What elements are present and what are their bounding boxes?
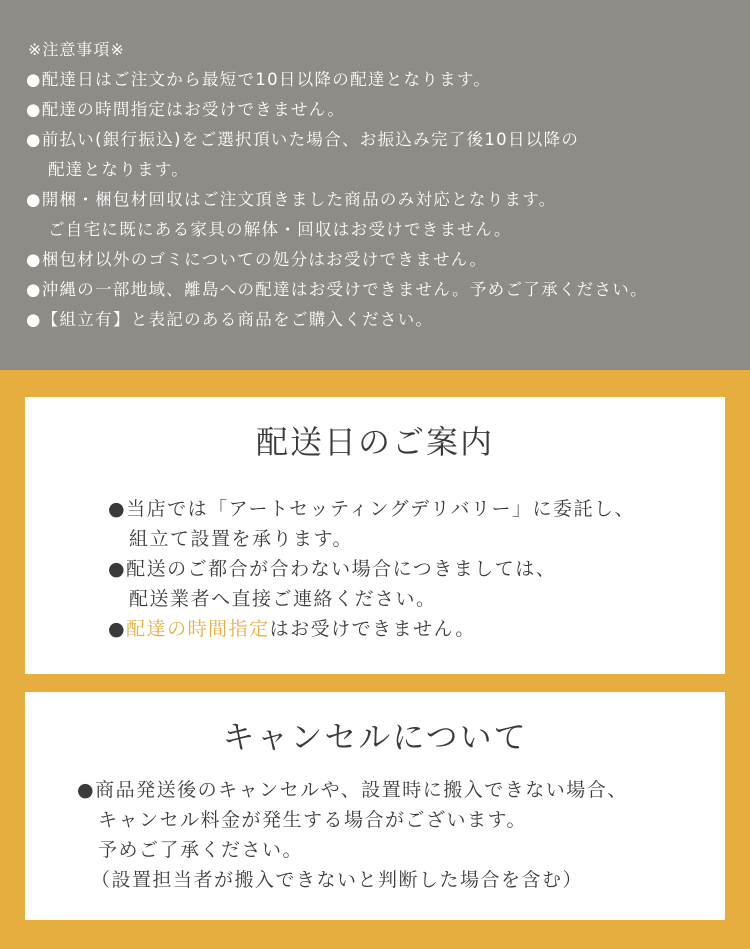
notice-line: ●沖縄の一部地域、離島への配達はお受けできません。予めご了承ください。 [26,280,648,299]
delivery-line: 組立て設置を承ります。 [129,528,353,550]
notice-line: ●【組立有】と表記のある商品をご購入ください。 [26,310,434,329]
notice-line: ご自宅に既にある家具の解体・回収はお受けできません。 [48,220,512,239]
line-rest: はお受けできません。 [269,618,476,640]
cancel-title: キャンセルについて [222,718,528,756]
notice-line: ●開梱・梱包材回収はご注文頂きました商品のみ対応となります。 [26,190,557,209]
notice-section [0,0,750,370]
delivery-line: ●配送のご都合が合わない場合につきましては、 [108,558,557,580]
bullet: ● [108,618,127,640]
delivery-card [25,397,725,674]
cancel-line: 予めご了承ください。 [98,839,304,861]
notice-line: ●前払い(銀行振込)をご選択頂いた場合、お振込み完了後10日以降の [26,130,580,149]
highlight-text: 配達の時間指定 [126,618,270,640]
cancel-line: （設置担当者が搬入できないと判断した場合を含む） [91,869,584,891]
notice-line: ●梱包材以外のゴミについての処分はお受けできません。 [26,250,488,269]
cancel-line: キャンセル料金が発生する場合がございます。 [98,809,527,831]
delivery-line: ●当店では「アートセッティングデリバリー」に委託し、 [108,498,635,520]
delivery-line-time [108,615,476,643]
cancel-line: ●商品発送後のキャンセルや、設置時に搬入できない場合、 [77,779,628,801]
delivery-line: 配送業者へ直接ご連絡ください。 [129,588,437,610]
notice-line: ●配達の時間指定はお受けできません。 [26,100,346,119]
cancel-card [25,692,725,920]
delivery-title: 配送日のご案内 [255,423,494,461]
notice-line: ●配達日はご注文から最短で10日以降の配達となります。 [26,70,492,89]
notice-line: 配達となります。 [48,160,190,179]
notice-heading: ※注意事項※ [28,40,125,59]
